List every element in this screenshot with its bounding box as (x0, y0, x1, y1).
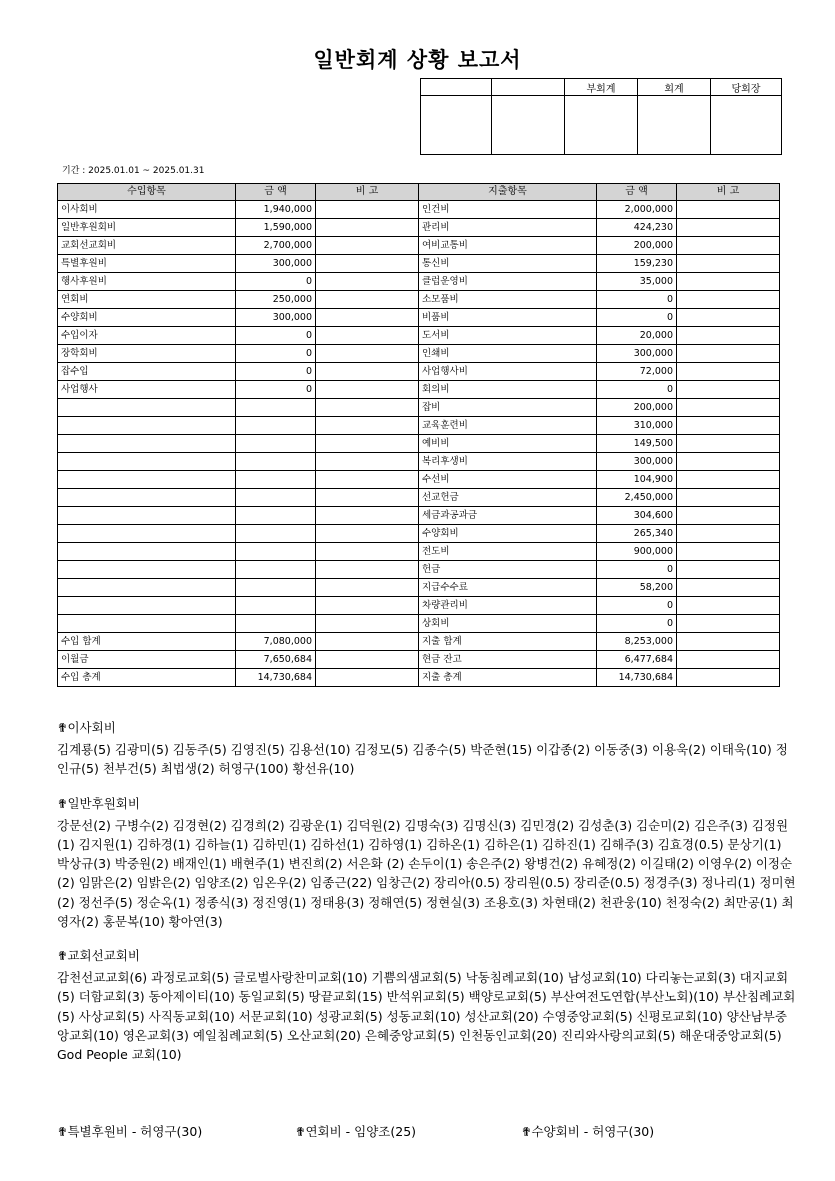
income-item-cell: 이월금 (58, 651, 236, 669)
income-note-cell (316, 363, 419, 381)
income-item-cell (58, 507, 236, 525)
income-note-cell (316, 273, 419, 291)
expense-note-cell (677, 633, 780, 651)
income-amount-cell (236, 489, 316, 507)
income-amount-header: 금 액 (236, 184, 316, 201)
footer-special-support: ✟특별후원비 - 허영구(30) (57, 1124, 203, 1139)
ledger-row (58, 615, 780, 633)
income-note-cell (316, 417, 419, 435)
income-item-cell (58, 561, 236, 579)
income-item-header: 수입항목 (58, 184, 236, 201)
section-donor-list: 감천선교교회(6) 과정로교회(5) 글로벌사랑찬미교회(10) 기쁨의샘교회(5) 낙동침례교회(10) 남성교회(10) 다리놓는교회(3) 대지교회(5) 더함교회(3) 동아제이티(10) 동일교회(5) 땅끝교회(15) 반석위교회(5) 백양로교회(5) 부산여전도연합(부산노회)(10) 부산침례교회(5) 사상교회(5) 사직동교회(10) 서문교회(10) 성광교회(5) 성동교회(10) 성산교회(20) 수영중앙교회(5) 신평로교회(10) 양산남부중앙교회(10) 영온교회(3) 예일침례교회(5) 오산교회(20) 은혜중앙교회(5) 인천동인교회(20) 진리와사랑의교회(5) 해운대중앙교회(5) God People 교회(10) (57, 970, 796, 1063)
income-note-cell (316, 453, 419, 471)
expense-note-cell (677, 435, 780, 453)
income-item-cell (58, 399, 236, 417)
income-item-cell (58, 525, 236, 543)
ledger-row (58, 327, 780, 345)
expense-note-cell (677, 525, 780, 543)
footer-annual-fee: ✟연회비 - 임양조(25) (295, 1124, 417, 1139)
income-note-cell (316, 525, 419, 543)
expense-note-cell (677, 309, 780, 327)
ledger-row (58, 309, 780, 327)
income-item-cell: 장학회비 (58, 345, 236, 363)
expense-item-cell: 인건비 (419, 201, 597, 219)
expense-item-cell: 지출 합계 (419, 633, 597, 651)
approval-header-treasurer: 회계 (638, 79, 711, 96)
ledger-row (58, 237, 780, 255)
expense-note-cell (677, 327, 780, 345)
expense-amount-cell: 304,600 (597, 507, 677, 525)
expense-amount-cell: 0 (597, 597, 677, 615)
ledger-row (58, 273, 780, 291)
income-amount-cell (236, 561, 316, 579)
expense-note-cell (677, 561, 780, 579)
income-item-cell (58, 417, 236, 435)
expense-note-cell (677, 471, 780, 489)
income-note-cell (316, 489, 419, 507)
expense-item-cell: 헌금 (419, 561, 597, 579)
expense-note-cell (677, 669, 780, 687)
ledger-row (58, 471, 780, 489)
income-amount-cell: 0 (236, 381, 316, 399)
ledger-row (58, 489, 780, 507)
income-amount-cell (236, 435, 316, 453)
income-item-cell: 교회선교회비 (58, 237, 236, 255)
income-amount-cell: 2,700,000 (236, 237, 316, 255)
income-note-cell (316, 345, 419, 363)
expense-item-cell: 인쇄비 (419, 345, 597, 363)
expense-amount-cell: 300,000 (597, 345, 677, 363)
expense-note-cell (677, 273, 780, 291)
expense-item-cell: 비품비 (419, 309, 597, 327)
income-amount-cell (236, 543, 316, 561)
ledger-row (58, 651, 780, 669)
expense-note-cell (677, 507, 780, 525)
expense-item-cell: 수선비 (419, 471, 597, 489)
expense-note-cell (677, 255, 780, 273)
income-amount-cell (236, 615, 316, 633)
ledger-row (58, 435, 780, 453)
footer-retreat-fee: ✟수양회비 - 허영구(30) (521, 1124, 655, 1139)
ledger-row (58, 417, 780, 435)
expense-note-cell (677, 417, 780, 435)
expense-item-cell: 통신비 (419, 255, 597, 273)
ledger-row (58, 453, 780, 471)
ledger-row (58, 597, 780, 615)
expense-note-cell (677, 651, 780, 669)
expense-item-cell: 현금 잔고 (419, 651, 597, 669)
expense-item-cell: 소모품비 (419, 291, 597, 309)
approval-box (420, 78, 782, 155)
income-item-cell: 사업행사 (58, 381, 236, 399)
expense-item-cell: 교육훈련비 (419, 417, 597, 435)
expense-item-cell: 전도비 (419, 543, 597, 561)
income-note-cell (316, 471, 419, 489)
income-note-cell (316, 255, 419, 273)
approval-header-2 (492, 79, 565, 96)
income-item-cell (58, 615, 236, 633)
ledger-table (57, 183, 780, 687)
income-item-cell: 수입 합계 (58, 633, 236, 651)
expense-amount-cell: 14,730,684 (597, 669, 677, 687)
income-note-cell (316, 237, 419, 255)
income-note-cell (316, 561, 419, 579)
income-note-cell (316, 381, 419, 399)
expense-note-cell (677, 291, 780, 309)
income-amount-cell (236, 471, 316, 489)
expense-amount-cell: 72,000 (597, 363, 677, 381)
ledger-row (58, 345, 780, 363)
expense-amount-cell: 8,253,000 (597, 633, 677, 651)
income-amount-cell (236, 525, 316, 543)
expense-note-cell (677, 543, 780, 561)
income-item-cell: 특별후원비 (58, 255, 236, 273)
donor-notes (57, 718, 797, 1079)
expense-note-cell (677, 597, 780, 615)
report-title: 일반회계 상황 보고서 (313, 48, 522, 72)
donor-section-board (57, 718, 797, 779)
expense-amount-cell: 200,000 (597, 237, 677, 255)
income-note-cell (316, 291, 419, 309)
ledger-row (58, 633, 780, 651)
income-item-cell: 행사후원비 (58, 273, 236, 291)
section-donor-list: 김계룡(5) 김광미(5) 김동주(5) 김영진(5) 김용선(10) 김정모(5) 김종수(5) 박준현(15) 이갑종(2) 이동중(3) 이용욱(2) 이태욱(10) 정인규(5) 천부건(5) 최법생(2) 허영구(100) 황선유(10) (57, 742, 788, 777)
expense-note-cell (677, 453, 780, 471)
income-amount-cell (236, 417, 316, 435)
approval-header-vice-treasurer: 부회계 (565, 79, 638, 96)
approval-sign-cell (492, 96, 565, 155)
expense-note-cell (677, 201, 780, 219)
expense-amount-cell: 200,000 (597, 399, 677, 417)
income-note-cell (316, 543, 419, 561)
expense-item-cell: 클럽운영비 (419, 273, 597, 291)
expense-item-cell: 상회비 (419, 615, 597, 633)
expense-note-cell (677, 399, 780, 417)
section-heading: ✟교회선교회비 (57, 948, 140, 964)
expense-amount-cell: 159,230 (597, 255, 677, 273)
expense-amount-cell: 2,450,000 (597, 489, 677, 507)
donor-section-general (57, 794, 797, 931)
income-note-cell (316, 597, 419, 615)
income-note-cell (316, 201, 419, 219)
expense-amount-cell: 300,000 (597, 453, 677, 471)
income-note-cell (316, 669, 419, 687)
income-item-cell (58, 597, 236, 615)
approval-sign-cell (711, 96, 782, 155)
income-note-cell (316, 399, 419, 417)
income-amount-cell: 0 (236, 327, 316, 345)
approval-header-1 (421, 79, 492, 96)
expense-amount-cell: 35,000 (597, 273, 677, 291)
ledger-row (58, 255, 780, 273)
income-note-cell (316, 435, 419, 453)
expense-note-cell (677, 615, 780, 633)
income-item-cell (58, 471, 236, 489)
income-amount-cell: 250,000 (236, 291, 316, 309)
ledger-row (58, 507, 780, 525)
expense-item-cell: 차량관리비 (419, 597, 597, 615)
expense-item-cell: 지출 총계 (419, 669, 597, 687)
expense-item-cell: 도서비 (419, 327, 597, 345)
ledger-row (58, 219, 780, 237)
income-amount-cell (236, 507, 316, 525)
expense-amount-cell: 6,477,684 (597, 651, 677, 669)
income-note-cell (316, 507, 419, 525)
income-note-cell (316, 633, 419, 651)
income-item-cell: 수입 총계 (58, 669, 236, 687)
expense-note-cell (677, 363, 780, 381)
income-note-cell (316, 579, 419, 597)
expense-item-cell: 세금과공과금 (419, 507, 597, 525)
expense-amount-cell: 310,000 (597, 417, 677, 435)
section-heading: ✟이사회비 (57, 720, 116, 735)
expense-amount-cell: 149,500 (597, 435, 677, 453)
income-amount-cell (236, 579, 316, 597)
expense-amount-cell: 0 (597, 561, 677, 579)
ledger-row (58, 561, 780, 579)
income-item-cell: 이사회비 (58, 201, 236, 219)
income-amount-cell (236, 453, 316, 471)
income-amount-cell: 300,000 (236, 255, 316, 273)
expense-item-cell: 선교헌금 (419, 489, 597, 507)
approval-sign-cell (638, 96, 711, 155)
ledger-row (58, 543, 780, 561)
ledger-row (58, 363, 780, 381)
income-item-cell (58, 435, 236, 453)
income-amount-cell: 300,000 (236, 309, 316, 327)
expense-item-header: 지출항목 (419, 184, 597, 201)
income-item-cell: 잡수입 (58, 363, 236, 381)
expense-amount-cell: 58,200 (597, 579, 677, 597)
income-amount-cell: 0 (236, 273, 316, 291)
expense-amount-cell: 424,230 (597, 219, 677, 237)
income-note-header: 비 고 (316, 184, 419, 201)
income-item-cell: 수입이자 (58, 327, 236, 345)
expense-amount-cell: 0 (597, 381, 677, 399)
income-note-cell (316, 327, 419, 345)
expense-item-cell: 여비교통비 (419, 237, 597, 255)
ledger-header-row (58, 184, 780, 201)
section-donor-list: 강문선(2) 구병수(2) 김경현(2) 김경희(2) 김광운(1) 김덕원(2) 김명숙(3) 김명신(3) 김민경(2) 김성춘(3) 김순미(2) 김은주(3) 김정원(1) 김지원(1) 김하경(1) 김하늘(1) 김하민(1) 김하선(1) 김하영(1) 김하온(1) 김하은(1) 김하진(1) 김해주(3) 김효경(0.5) 문상기(1) 박상규(3) 박중원(2) 배재인(1) 배현주(1) 변진희(2) 서은화 (2) 손두이(1) 송은주(2) 왕병건(2) 유혜정(2) 이길태(2) 이영우(2) 이정순(2) 임맑은(2) 임밝은(2) 임양조(2) 임온우(2) 임종근(22) 임창근(2) 장리아(0.5) 장리원(0.5) 장리준(0.5) 정경주(3) 정나리(1) 정미현(2) 정선주(5) 정순옥(1) 정종식(3) 정진영(1) 정태용(3) 정해연(5) 정현실(3) 조용호(3) 차현태(2) 천관웅(10) 천정숙(2) 최만공(1) 최영자(2) 홍문복(10) 황아연(3) (57, 817, 796, 929)
income-note-cell (316, 309, 419, 327)
expense-amount-cell: 2,000,000 (597, 201, 677, 219)
ledger-row (58, 399, 780, 417)
ledger-row (58, 201, 780, 219)
section-heading: ✟일반후원회비 (57, 795, 140, 811)
ledger-row (58, 291, 780, 309)
expense-note-cell (677, 489, 780, 507)
expense-amount-cell: 104,900 (597, 471, 677, 489)
expense-note-cell (677, 237, 780, 255)
income-item-cell: 일반후원회비 (58, 219, 236, 237)
income-item-cell (58, 489, 236, 507)
expense-note-cell (677, 219, 780, 237)
expense-amount-header: 금 액 (597, 184, 677, 201)
expense-item-cell: 회의비 (419, 381, 597, 399)
ledger-row (58, 525, 780, 543)
expense-item-cell: 예비비 (419, 435, 597, 453)
income-amount-cell: 7,080,000 (236, 633, 316, 651)
expense-item-cell: 잡비 (419, 399, 597, 417)
income-amount-cell: 7,650,684 (236, 651, 316, 669)
expense-amount-cell: 0 (597, 309, 677, 327)
ledger-row (58, 669, 780, 687)
expense-amount-cell: 20,000 (597, 327, 677, 345)
expense-amount-cell: 265,340 (597, 525, 677, 543)
donor-section-church (57, 946, 797, 1064)
income-item-cell: 수양회비 (58, 309, 236, 327)
expense-note-cell (677, 381, 780, 399)
income-item-cell: 연회비 (58, 291, 236, 309)
income-amount-cell: 1,940,000 (236, 201, 316, 219)
income-amount-cell (236, 597, 316, 615)
income-amount-cell: 14,730,684 (236, 669, 316, 687)
expense-item-cell: 복리후생비 (419, 453, 597, 471)
expense-note-cell (677, 579, 780, 597)
ledger-row (58, 579, 780, 597)
income-amount-cell (236, 399, 316, 417)
expense-item-cell: 지급수수료 (419, 579, 597, 597)
approval-sign-cell (421, 96, 492, 155)
income-item-cell (58, 453, 236, 471)
expense-amount-cell: 0 (597, 291, 677, 309)
report-period: 기간 : 2025.01.01 ~ 2025.01.31 (62, 166, 205, 176)
income-item-cell (58, 579, 236, 597)
income-item-cell (58, 543, 236, 561)
expense-amount-cell: 900,000 (597, 543, 677, 561)
income-amount-cell: 0 (236, 363, 316, 381)
income-note-cell (316, 615, 419, 633)
approval-header-pastor: 당회장 (711, 79, 782, 96)
income-amount-cell: 0 (236, 345, 316, 363)
income-note-cell (316, 219, 419, 237)
expense-item-cell: 관리비 (419, 219, 597, 237)
expense-amount-cell: 0 (597, 615, 677, 633)
expense-note-header: 비 고 (677, 184, 780, 201)
expense-item-cell: 사업행사비 (419, 363, 597, 381)
expense-note-cell (677, 345, 780, 363)
approval-sign-cell (565, 96, 638, 155)
expense-item-cell: 수양회비 (419, 525, 597, 543)
ledger-row (58, 381, 780, 399)
income-amount-cell: 1,590,000 (236, 219, 316, 237)
income-note-cell (316, 651, 419, 669)
